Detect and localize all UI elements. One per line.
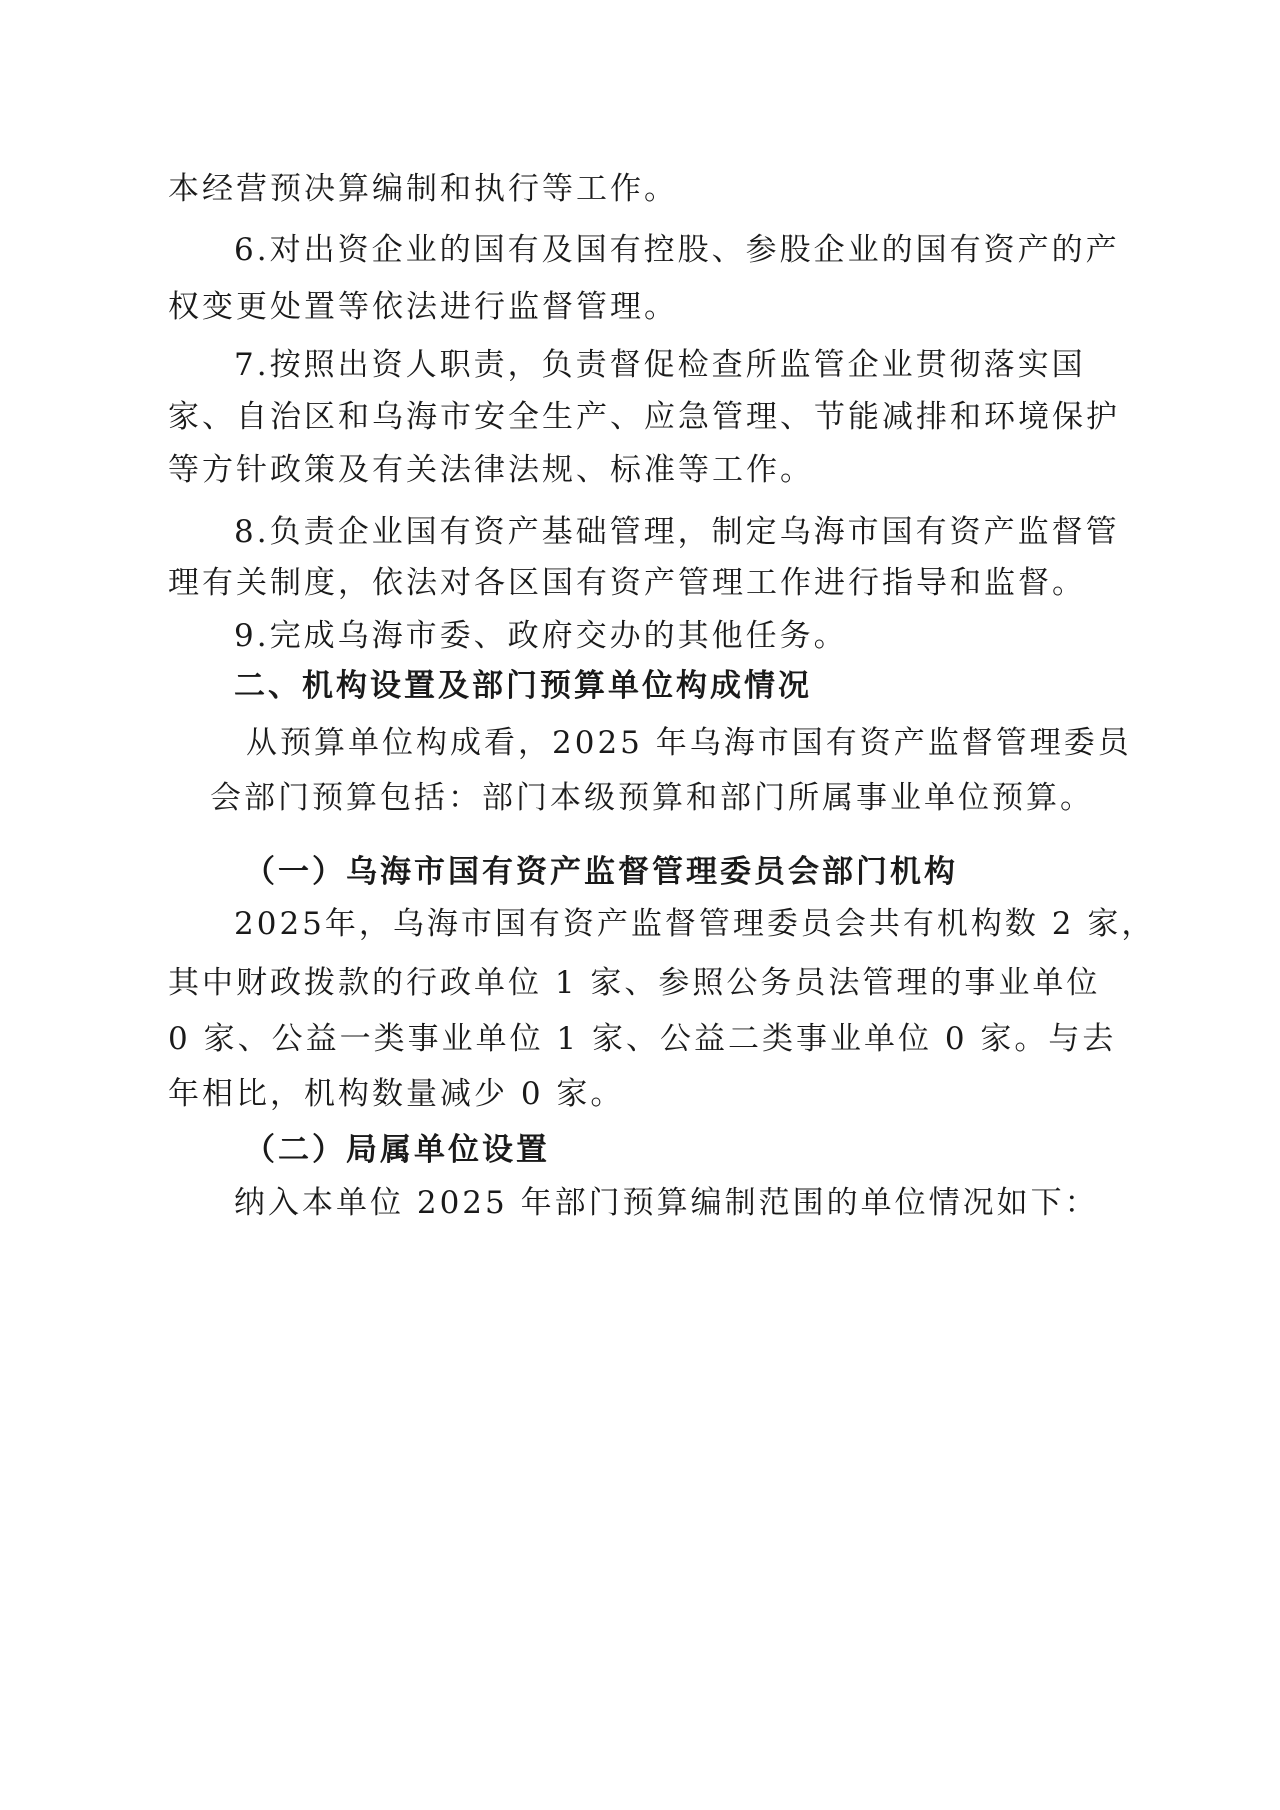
text-line: 6.对出资企业的国有及国有控股、参股企业的国有资产的产 (234, 232, 1120, 268)
text-line: 纳入本单位 2025 年部门预算编制范围的单位情况如下： (234, 1185, 1099, 1221)
text-line: 家、自治区和乌海市安全生产、应急管理、节能减排和环境保护 (168, 399, 1120, 435)
text-line: 理有关制度，依法对各区国有资产管理工作进行指导和监督。 (168, 565, 1086, 601)
text-line: 0 家、公益一类事业单位 1 家、公益二类事业单位 0 家。与去 (168, 1021, 1117, 1057)
text-line: 年相比，机构数量减少 0 家。 (168, 1076, 625, 1112)
text-line: 8.负责企业国有资产基础管理，制定乌海市国有资产监督管 (234, 514, 1120, 550)
subsection-heading: （一）乌海市国有资产监督管理委员会部门机构 (244, 854, 958, 890)
text-line: 9.完成乌海市委、政府交办的其他任务。 (234, 618, 848, 654)
section-heading: 二、机构设置及部门预算单位构成情况 (234, 668, 812, 704)
text-line: 其中财政拨款的行政单位 1 家、参照公务员法管理的事业单位 (168, 965, 1101, 1001)
subsection-heading: （二）局属单位设置 (244, 1132, 550, 1168)
text-line: 等方针政策及有关法律法规、标准等工作。 (168, 452, 814, 488)
text-line: 本经营预决算编制和执行等工作。 (168, 171, 678, 207)
text-line: 从预算单位构成看，2025 年乌海市国有资产监督管理委员 (246, 725, 1132, 761)
text-line: 会部门预算包括：部门本级预算和部门所属事业单位预算。 (210, 780, 1094, 816)
text-line: 权变更处置等依法进行监督管理。 (168, 289, 678, 325)
text-line: 2025年，乌海市国有资产监督管理委员会共有机构数 2 家， (234, 906, 1156, 942)
text-line: 7.按照出资人职责，负责督促检查所监管企业贯彻落实国 (234, 347, 1086, 383)
